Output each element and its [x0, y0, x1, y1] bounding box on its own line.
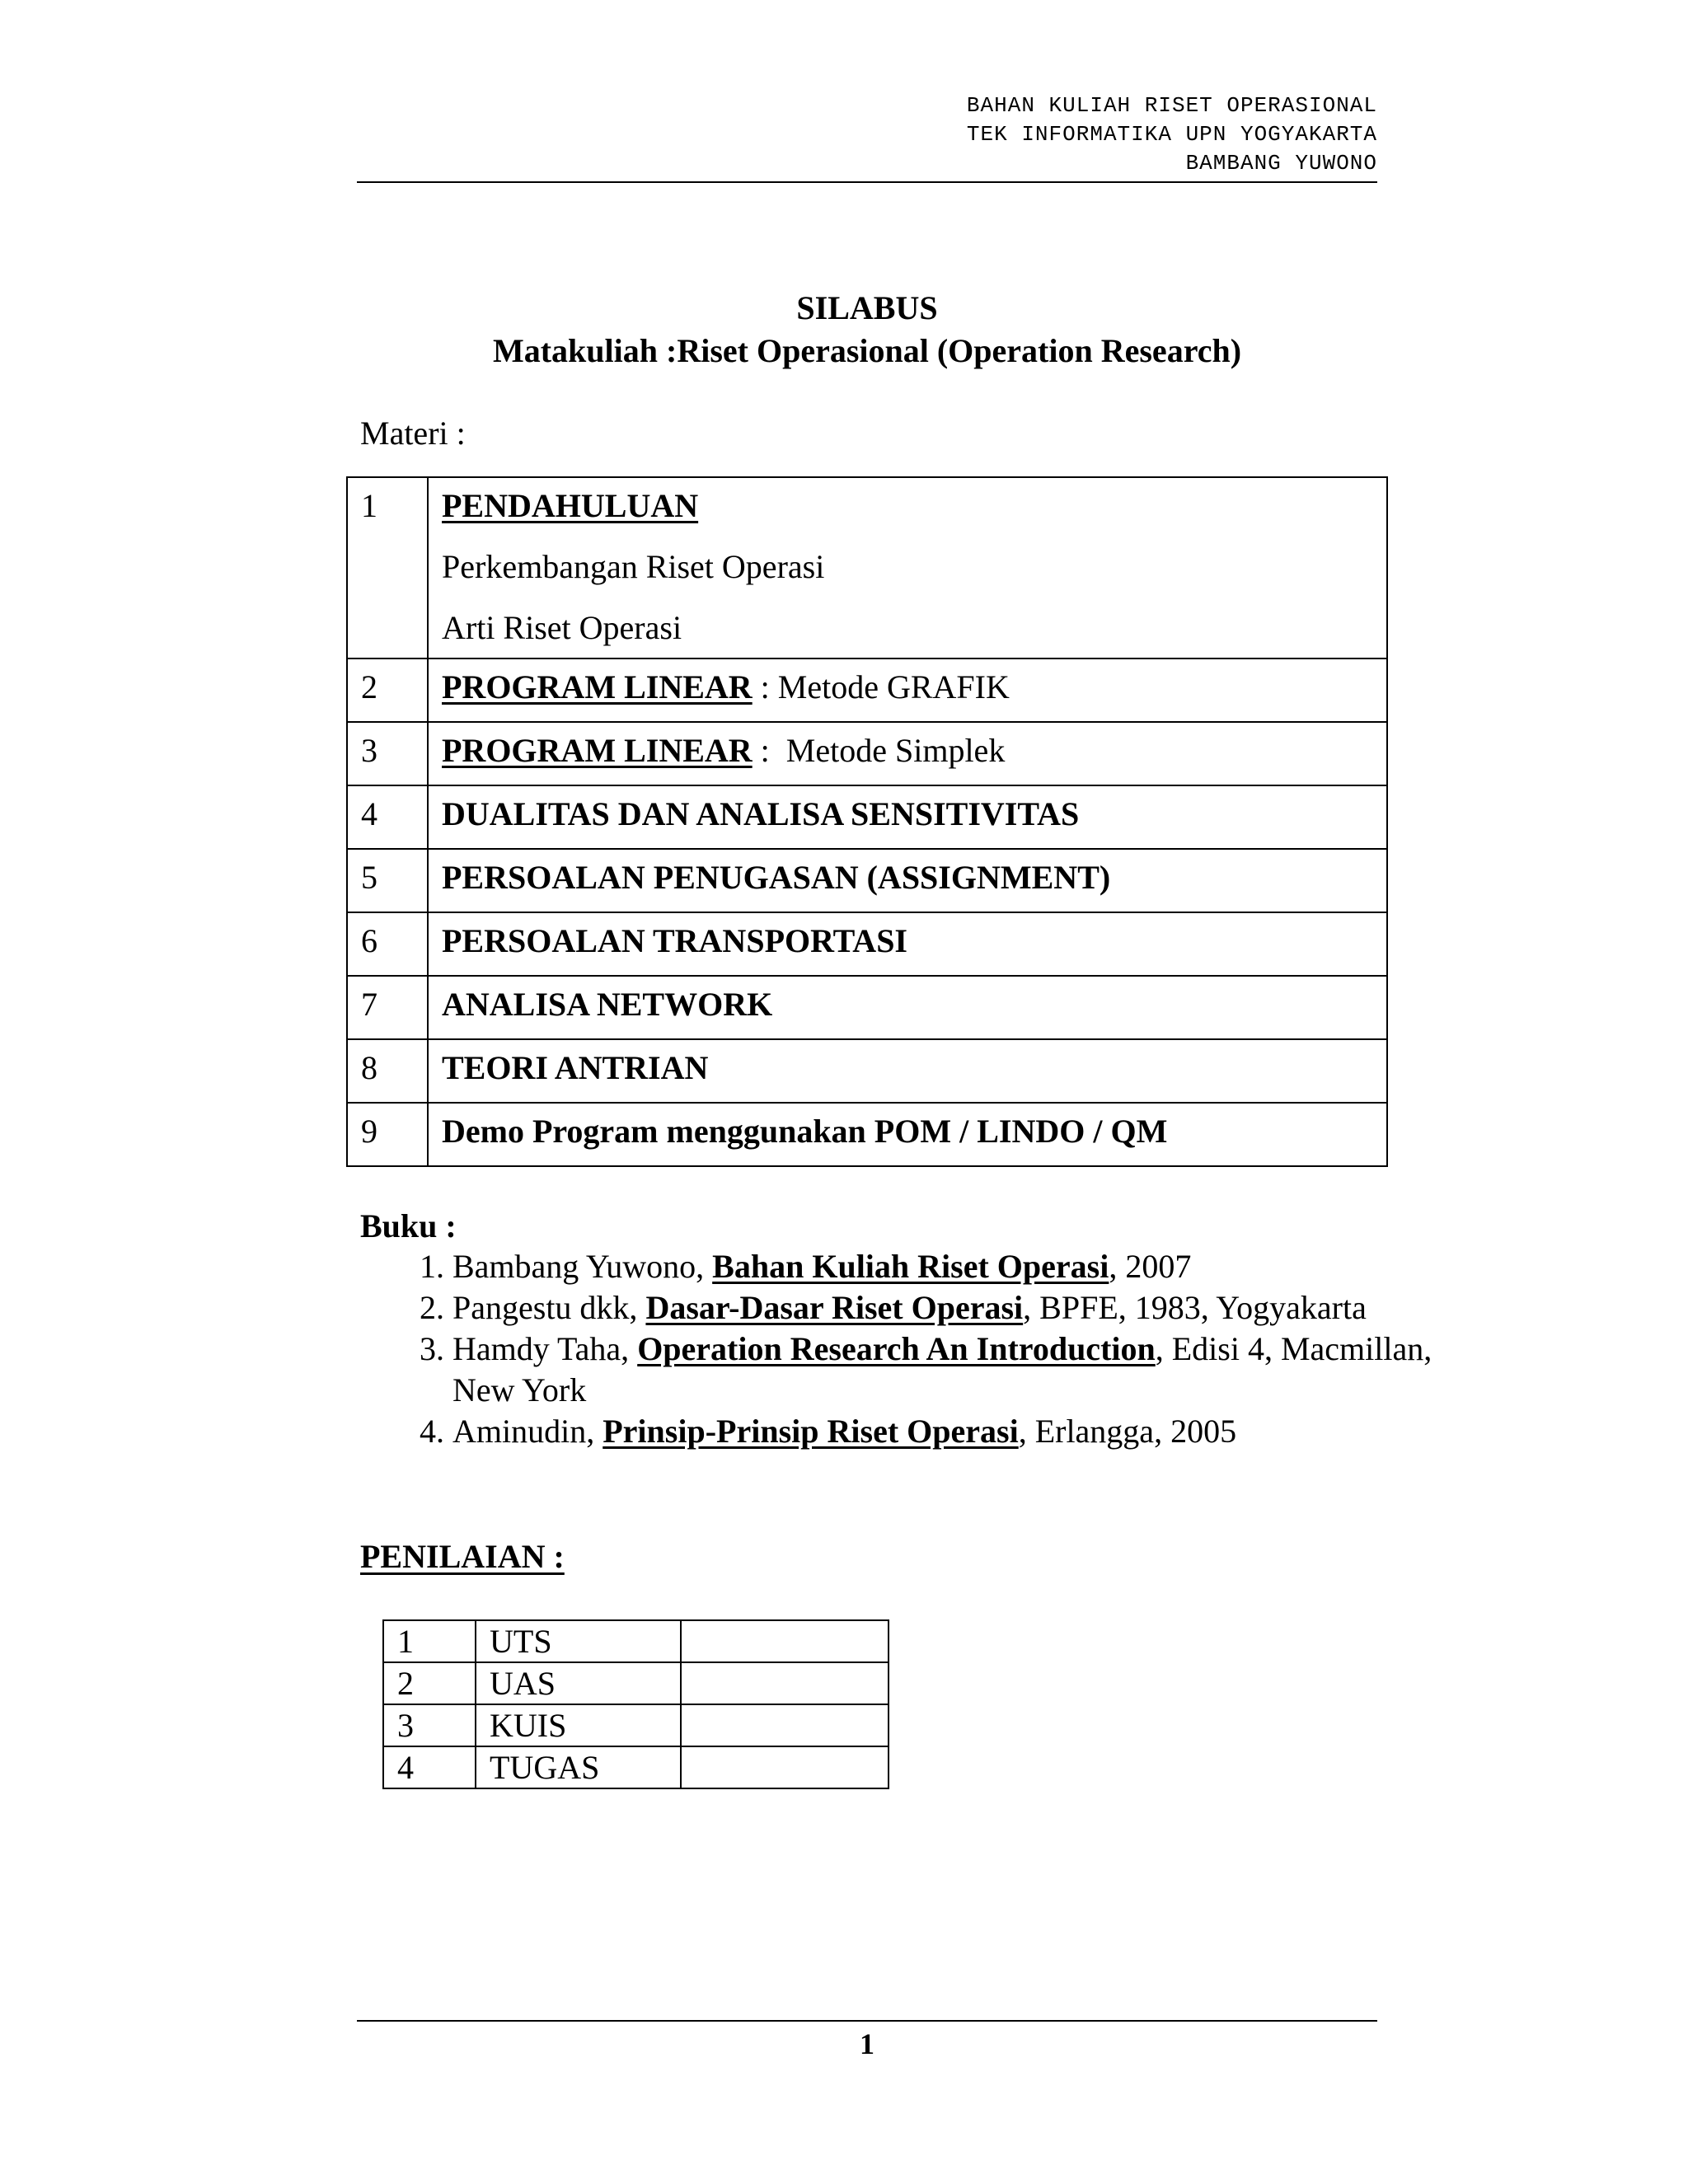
assessment-value [681, 1704, 889, 1746]
topic-method: : Metode GRAFIK [752, 668, 1010, 705]
list-item [452, 1411, 1475, 1452]
row-number: 5 [347, 849, 428, 912]
topic-title: ANALISA NETWORK [428, 976, 1387, 1039]
table-row [383, 1662, 889, 1704]
row-number: 7 [347, 976, 428, 1039]
penilaian-label: PENILAIAN : [360, 1538, 565, 1575]
table-row [347, 477, 1387, 658]
topic-method: : Metode Simplek [752, 732, 1006, 769]
row-number: 2 [347, 658, 428, 722]
table-row [347, 976, 1387, 1039]
row-number: 2 [383, 1662, 476, 1704]
topic-title: PERSOALAN TRANSPORTASI [428, 912, 1387, 976]
row-number: 9 [347, 1103, 428, 1166]
assessment-value [681, 1746, 889, 1788]
title-block [357, 287, 1377, 373]
book-title: Operation Research An Introduction [637, 1330, 1156, 1367]
book-title: Prinsip-Prinsip Riset Operasi [603, 1413, 1019, 1450]
book-author: Pangestu dkk, [452, 1289, 646, 1326]
topic-cell [428, 658, 1387, 722]
table-row [347, 1103, 1387, 1166]
document-title: SILABUS [796, 289, 938, 326]
book-title: Bahan Kuliah Riset Operasi [712, 1248, 1109, 1285]
table-row [347, 722, 1387, 785]
table-row [347, 658, 1387, 722]
book-publication: , Erlangga, 2005 [1018, 1413, 1237, 1450]
table-row [383, 1746, 889, 1788]
topic-title: DUALITAS DAN ANALISA SENSITIVITAS [428, 785, 1387, 849]
topic-title: Demo Program menggunakan POM / LINDO / QM [428, 1103, 1387, 1166]
topic-title: TEORI ANTRIAN [428, 1039, 1387, 1103]
header-divider [357, 181, 1377, 183]
assessment-item: KUIS [476, 1704, 681, 1746]
header-line-author: BAMBANG YUWONO [1185, 151, 1377, 176]
row-number: 3 [347, 722, 428, 785]
header-line-department: TEK INFORMATIKA UPN YOGYAKARTA [966, 122, 1377, 147]
footer-divider [357, 2020, 1377, 2022]
assessment-item: TUGAS [476, 1746, 681, 1788]
topic-title: PROGRAM LINEAR [442, 668, 753, 705]
book-author: Hamdy Taha, [452, 1330, 638, 1367]
penilaian-table [382, 1619, 889, 1789]
page-number: 1 [860, 2027, 874, 2060]
subtopic: Perkembangan Riset Operasi [442, 548, 825, 585]
book-list [360, 1246, 1475, 1452]
table-row [383, 1704, 889, 1746]
list-item [452, 1287, 1475, 1329]
list-item [452, 1246, 1475, 1287]
materi-label: Materi : [360, 415, 466, 452]
table-row [347, 1039, 1387, 1103]
book-publication: , Edisi 4, Macmillan, New York [452, 1330, 1432, 1408]
topic-cell [428, 722, 1387, 785]
book-publication: , BPFE, 1983, Yogyakarta [1023, 1289, 1367, 1326]
row-number: 4 [347, 785, 428, 849]
topic-title: PERSOALAN PENUGASAN (ASSIGNMENT) [428, 849, 1387, 912]
book-title: Dasar-Dasar Riset Operasi [645, 1289, 1024, 1326]
book-author: Aminudin, [452, 1413, 603, 1450]
topic-title: PROGRAM LINEAR [442, 732, 753, 769]
buku-label: Buku : [360, 1207, 457, 1244]
row-number: 4 [383, 1746, 476, 1788]
row-number: 1 [383, 1620, 476, 1662]
table-row [347, 785, 1387, 849]
topic-title: PENDAHULUAN [442, 487, 699, 524]
materi-table [346, 476, 1388, 1167]
topic-cell [428, 477, 1387, 658]
page-header [357, 91, 1377, 178]
row-number: 8 [347, 1039, 428, 1103]
assessment-item: UTS [476, 1620, 681, 1662]
book-publication: , 2007 [1109, 1248, 1192, 1285]
assessment-item: UAS [476, 1662, 681, 1704]
list-item [452, 1329, 1475, 1411]
subtopic: Arti Riset Operasi [442, 609, 682, 646]
table-row [347, 912, 1387, 976]
header-line-course: BAHAN KULIAH RISET OPERASIONAL [966, 93, 1377, 118]
assessment-value [681, 1620, 889, 1662]
row-number: 3 [383, 1704, 476, 1746]
course-subtitle: Matakuliah :Riset Operasional (Operation Research) [492, 332, 1242, 369]
row-number: 6 [347, 912, 428, 976]
table-row [383, 1620, 889, 1662]
row-number: 1 [347, 477, 428, 658]
table-row [347, 849, 1387, 912]
book-author: Bambang Yuwono, [452, 1248, 713, 1285]
assessment-value [681, 1662, 889, 1704]
